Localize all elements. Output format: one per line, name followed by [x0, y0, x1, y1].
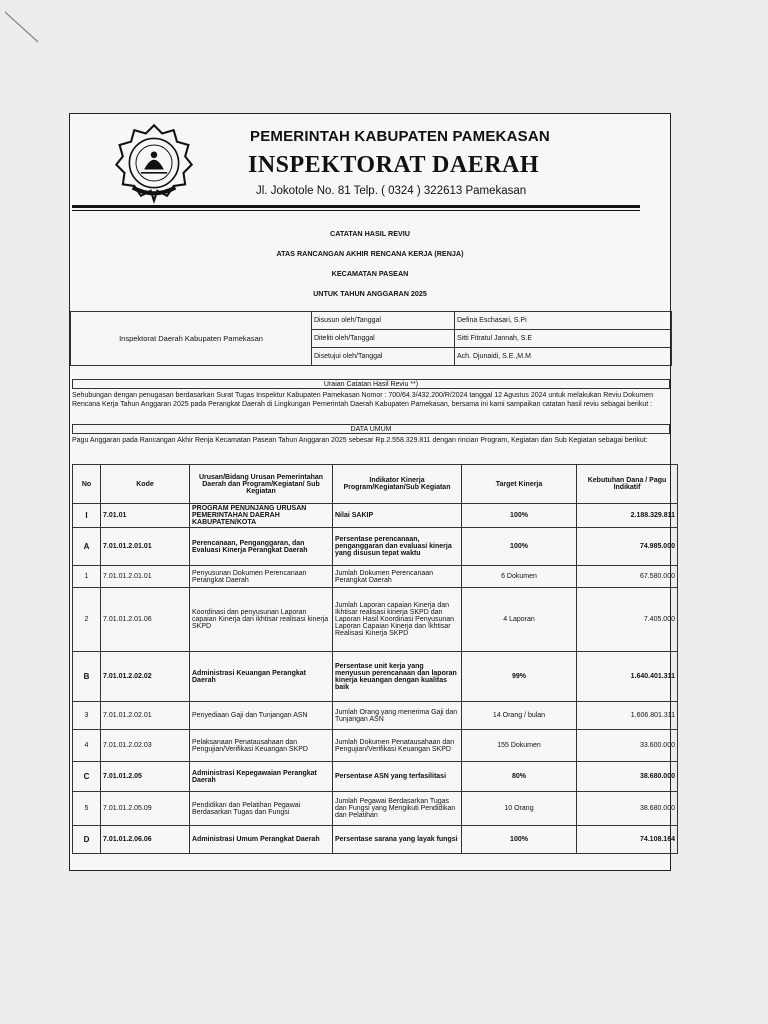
cell-target: 6 Dokumen [462, 566, 577, 588]
cell-kode: 7.01.01.2.05 [101, 762, 190, 792]
cell-target: 4 Laporan [462, 588, 577, 652]
cell-urusan: Administrasi Keuangan Perangkat Daerah [190, 652, 333, 702]
table-row [73, 652, 678, 702]
cell-dana: 67.580.000 [577, 566, 678, 588]
intro-paragraph: Sehubungan dengan penugasan berdasarkan Surat Tugas Inspektur Kabupaten Pamekasan Nomor : 700/64.3/432.200/R/2024 tanggal 12 Agustus 2024 untuk melakukan Reviu Dokumen Rencana Kerja Tahun Anggaran 2025 pada Perangkat Daerah di Lingkungan Pemerintah Daerah Kabupaten Pamekasan, bersama ini kami sampaikan catatan hasil reviu sebagai berikut : [72, 392, 654, 408]
title-line: UNTUK TAHUN ANGGARAN 2025 [313, 289, 427, 298]
signoff-label: Disusun oleh/Tanggal [312, 312, 455, 330]
cell-target: 80% [462, 762, 577, 792]
document-page [69, 113, 675, 871]
cell-dana: 1.640.401.311 [577, 652, 678, 702]
cell-indikator: Persentase sarana yang layak fungsi [333, 826, 462, 854]
cell-indikator: Persentase ASN yang terfasilitasi [333, 762, 462, 792]
cell-no: 1 [73, 566, 101, 588]
cell-no: I [73, 504, 101, 528]
cell-indikator: Nilai SAKIP [333, 504, 462, 528]
cell-kode: 7.01.01.2.05.09 [101, 792, 190, 826]
letterhead-rule [72, 205, 640, 208]
cell-no: A [73, 528, 101, 566]
agency-name: INSPEKTORAT DAERAH [248, 152, 540, 178]
signoff-value: Ach. Djunaidi, S.E.,M.M [455, 348, 672, 366]
cell-urusan: Perencanaan, Penganggaran, dan Evaluasi Kinerja Perangkat Daerah [190, 528, 333, 566]
table-row [73, 528, 678, 566]
cell-dana: 38.680.000 [577, 762, 678, 792]
cell-kode: 7.01.01 [101, 504, 190, 528]
table-row [73, 826, 678, 854]
cell-dana: 74.108.164 [577, 826, 678, 854]
cell-target: 14 Orang / bulan [462, 702, 577, 730]
document-titles [70, 224, 670, 304]
pagu-paragraph: Pagu Anggaran pada Rancangan Akhir Renja Kecamatan Pasean Tahun Anggaran 2025 sebesar Rp.2.558.329.811 dengan rincian Program, Kegiatan dan Sub Kegiatan sebagai berikut: [72, 437, 648, 444]
signoff-label: Diteliti oleh/Tanggal [312, 330, 455, 348]
table-row [73, 588, 678, 652]
cell-target: 99% [462, 652, 577, 702]
column-header-indikator: Indikator Kinerja Program/Kegiatan/Sub Kegiatan [333, 465, 462, 504]
cell-no: D [73, 826, 101, 854]
signoff-label: Disetujui oleh/Tanggal [312, 348, 455, 366]
cell-target: 100% [462, 528, 577, 566]
scan-corner-mark [0, 0, 60, 60]
cell-kode: 7.01.01.2.02.02 [101, 652, 190, 702]
cell-dana: 2.188.329.811 [577, 504, 678, 528]
uraian-header: Uraian Catatan Hasil Reviu **) [72, 379, 670, 389]
cell-dana: 74.985.000 [577, 528, 678, 566]
cell-indikator: Persentase perencanaan, penganggaran dan evaluasi kinerja yang disusun tepat waktu [333, 528, 462, 566]
table-row [73, 504, 678, 528]
cell-indikator: Jumlah Dokumen Perencanaan Perangkat Daerah [333, 566, 462, 588]
table-row [73, 762, 678, 792]
letterhead [70, 114, 670, 210]
cell-target: 10 Orang [462, 792, 577, 826]
cell-no: 4 [73, 730, 101, 762]
cell-indikator: Persentase unit kerja yang menyusun perencanaan dan laporan kinerja keuangan dengan kualitas baik [333, 652, 462, 702]
cell-no: 2 [73, 588, 101, 652]
cell-no: C [73, 762, 101, 792]
letterhead-rule-thin [72, 210, 640, 211]
cell-indikator: Jumlah Dokumen Penatausahaan dan Pengujian/Verifikasi Keuangan SKPD [333, 730, 462, 762]
cell-indikator: Jumlah Laporan capaian Kinerja dan Ikhtisar realisasi kinerja SKPD dan Laporan Hasil Koordinasi Penyusunan Laporan Capaian Kinerja dan Ikhtisar Realisasi Kinerja SKPD [333, 588, 462, 652]
cell-kode: 7.01.01.2.02.03 [101, 730, 190, 762]
cell-urusan: Pelaksanaan Penatausahaan dan Pengujian/Verifikasi Keuangan SKPD [190, 730, 333, 762]
cell-dana: 38.680.000 [577, 792, 678, 826]
cell-indikator: Jumlah Pegawai Berdasarkan Tugas dan Fungsi yang Mengikuti Pendidikan dan Pelatihan [333, 792, 462, 826]
regency-seal-emblem [113, 122, 195, 204]
table-header-row [73, 465, 678, 504]
agency-address: Jl. Jokotole No. 81 Telp. ( 0324 ) 322613 Pamekasan [256, 185, 527, 197]
cell-kode: 7.01.01.2.01.01 [101, 566, 190, 588]
cell-kode: 7.01.01.2.01.01 [101, 528, 190, 566]
table-row [73, 702, 678, 730]
table-row [73, 566, 678, 588]
cell-urusan: Administrasi Umum Perangkat Daerah [190, 826, 333, 854]
title-line: KECAMATAN PASEAN [331, 269, 409, 278]
cell-kode: 7.01.01.2.02.01 [101, 702, 190, 730]
cell-no: 3 [73, 702, 101, 730]
cell-no: 5 [73, 792, 101, 826]
column-header-kode: Kode [101, 465, 190, 504]
cell-urusan: Koordinasi dan penyusunan Laporan capaian Kinerja dan ikhtisar realisasi kinerja SKPD [190, 588, 333, 652]
cell-urusan: Administrasi Kepegawaian Perangkat Daerah [190, 762, 333, 792]
cell-urusan: Penyediaan Gaji dan Tunjangan ASN [190, 702, 333, 730]
cell-urusan: PROGRAM PENUNJANG URUSAN PEMERINTAHAN DAERAH KABUPATEN/KOTA [190, 504, 333, 528]
signoff-value: Defina Eschasari, S.Pi [455, 312, 672, 330]
cell-target: 155 Dokumen [462, 730, 577, 762]
column-header-target: Target Kinerja [462, 465, 577, 504]
cell-kode: 7.01.01.2.06.06 [101, 826, 190, 854]
signoff-value: Sitti Fitratul Jannah, S.E [455, 330, 672, 348]
cell-target: 100% [462, 826, 577, 854]
cell-urusan: Pendidikan dan Pelatihan Pegawai Berdasarkan Tugas dan Fungsi [190, 792, 333, 826]
table-row [73, 792, 678, 826]
government-name: PEMERINTAH KABUPATEN PAMEKASAN [250, 128, 550, 145]
cell-kode: 7.01.01.2.01.06 [101, 588, 190, 652]
cell-dana: 7.405.000 [577, 588, 678, 652]
column-header-no: No [73, 465, 101, 504]
program-table [72, 464, 678, 854]
cell-dana: 33.600.000 [577, 730, 678, 762]
signoff-table [70, 311, 672, 366]
cell-target: 100% [462, 504, 577, 528]
column-header-dana: Kebutuhan Dana / Pagu Indikatif [577, 465, 678, 504]
signoff-organization: Inspektorat Daerah Kabupaten Pamekasan [71, 312, 312, 366]
table-row [73, 730, 678, 762]
cell-dana: 1.606.801.311 [577, 702, 678, 730]
title-line: ATAS RANCANGAN AKHIR RENCANA KERJA (RENJA) [276, 249, 464, 258]
column-header-urusan: Urusan/Bidang Urusan Pemerintahan Daerah dan Program/Kegiatan/ Sub Kegiatan [190, 465, 333, 504]
cell-indikator: Jumlah Orang yang menerima Gaji dan Tunjangan ASN [333, 702, 462, 730]
title-line: CATATAN HASIL REVIU [330, 229, 410, 238]
data-umum-header: DATA UMUM [72, 424, 670, 434]
cell-urusan: Penyusunan Dokumen Perencanaan Perangkat Daerah [190, 566, 333, 588]
cell-no: B [73, 652, 101, 702]
